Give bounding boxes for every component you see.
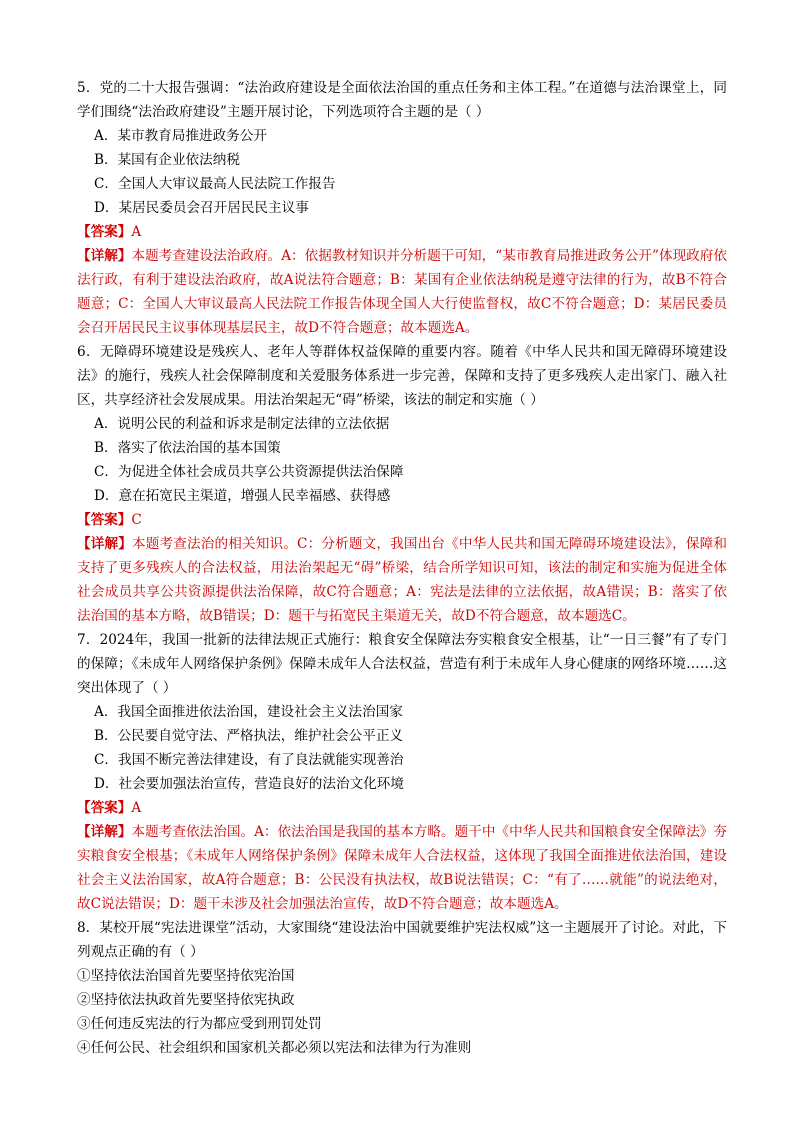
detail-paragraph: [77, 244, 727, 340]
question-7: [77, 628, 727, 916]
option-a: A．说明公民的利益和诉求是制定法律的立法依据: [94, 416, 390, 432]
statement-2: ②坚持依法执政首先要坚持依宪执政: [77, 992, 295, 1008]
answer-line: [77, 508, 727, 532]
option-c: C．我国不断完善法律建设，有了良法就能实现善治: [94, 752, 404, 768]
statement-4: ④任何公民、社会组织和国家机关都必须以宪法和法律为行为准则: [77, 1040, 472, 1056]
option-d: D．社会要加强法治宣传，营造良好的法治文化环境: [94, 776, 404, 792]
question-stem: 7．2024年，我国一批新的法律法规正式施行：粮食安全保障法夯实粮食安全根基，让“一日三餐”有了专门的保障；《未成年人网络保护条例》保障未成年人合法权益，营造有利于未成年人身心健康的网络环境……这突出体现了（ ）: [77, 632, 727, 696]
answer-line: [77, 220, 727, 244]
answer-label: 【答案】: [77, 512, 132, 528]
question-5: [77, 76, 727, 340]
option-c: C．为促进全体社会成员共享公共资源提供法治保障: [94, 464, 404, 480]
detail-text: 本题考查建设法治政府。A：依据教材知识并分析题干可知，“某市教育局推进政务公开”体现政府依法行政，有利于建设法治政府，故A说法符合题意；B：某国有企业依法纳税是遵守法律的行为，故B不符合题意；C：全国人大审议最高人民法院工作报告体现全国人大行使监督权，故C不符合题意；D：某居民委员会召开居民民主议事体现基层民主，故D不符合题意；故本题选A。: [77, 248, 728, 336]
option-b: B．某国有企业依法纳税: [94, 152, 240, 168]
question-stem: 5．党的二十大报告强调：“法治政府建设是全面依法治国的重点任务和主体工程。”在道德与法治课堂上，同学们围绕“法治政府建设”主题开展讨论，下列选项符合主题的是（ ）: [77, 80, 727, 120]
answer-value: C: [131, 512, 142, 528]
document-content: [77, 76, 727, 1060]
question-8: [77, 916, 727, 1060]
answer-value: A: [131, 224, 142, 240]
detail-text: 本题考查依法治国。A：依法治国是我国的基本方略。题干中《中华人民共和国粮食安全保障法》夯实粮食安全根基；《未成年人网络保护条例》保障未成年人合法权益，这体现了我国全面推进依法治国，建设社会主义法治国家，故A符合题意；B：公民没有执法权，故B说法错误；C：“有了……就能”的说法绝对，故C说法错误；D：题干未涉及社会加强法治宣传，故D不符合题意；故本题选A。: [77, 824, 727, 912]
answer-label: 【答案】: [77, 224, 132, 240]
detail-paragraph: [77, 532, 727, 628]
option-d: D．意在拓宽民主渠道，增强人民幸福感、获得感: [94, 488, 391, 504]
answer-label: 【答案】: [77, 800, 132, 816]
option-d: D．某居民委员会召开居民民主议事: [94, 200, 309, 216]
detail-label: 【详解】: [77, 248, 132, 264]
option-a: A．我国全面推进依法治国，建设社会主义法治国家: [94, 704, 403, 720]
answer-line: [77, 796, 727, 820]
detail-text: 本题考查法治的相关知识。C：分析题文，我国出台《中华人民共和国无障碍环境建设法》，保障和支持了更多残疾人的合法权益，用法治架起无“碍”桥梁，结合所学知识可知，该法的制定和实施为促进全体社会成员共享公共资源提供法治保障，故C符合题意；A：宪法是法律的立法依据，故A错误；B：落实了依法治国的基本方略，故B错误；D：题干与拓宽民主渠道无关，故D不符合题意，故本题选C。: [77, 536, 727, 624]
detail-label: 【详解】: [77, 824, 132, 840]
question-stem: 8．某校开展“宪法进课堂”活动，大家围绕“建设法治中国就要维护宪法权威”这一主题展开了讨论。对此，下列观点正确的有（ ）: [77, 920, 727, 960]
question-6: [77, 340, 727, 628]
answer-value: A: [131, 800, 142, 816]
statement-3: ③任何违反宪法的行为都应受到刑罚处罚: [77, 1016, 322, 1032]
question-stem: 6．无障碍环境建设是残疾人、老年人等群体权益保障的重要内容。随着《中华人民共和国无障碍环境建设法》的施行，残疾人社会保障制度和关爱服务体系进一步完善，保障和支持了更多残疾人走出家门、融入社区，共享经济社会发展成果。用法治架起无“碍”桥梁，该法的制定和实施（ ）: [77, 344, 727, 408]
option-c: C．全国人大审议最高人民法院工作报告: [94, 176, 336, 192]
option-a: A．某市教育局推进政务公开: [94, 128, 267, 144]
option-b: B．落实了依法治国的基本国策: [94, 440, 281, 456]
detail-label: 【详解】: [77, 536, 133, 552]
option-b: B．公民要自觉守法、严格执法，维护社会公平正义: [94, 728, 404, 744]
statement-1: ①坚持依法治国首先要坚持依宪治国: [77, 968, 295, 984]
detail-paragraph: [77, 820, 727, 916]
